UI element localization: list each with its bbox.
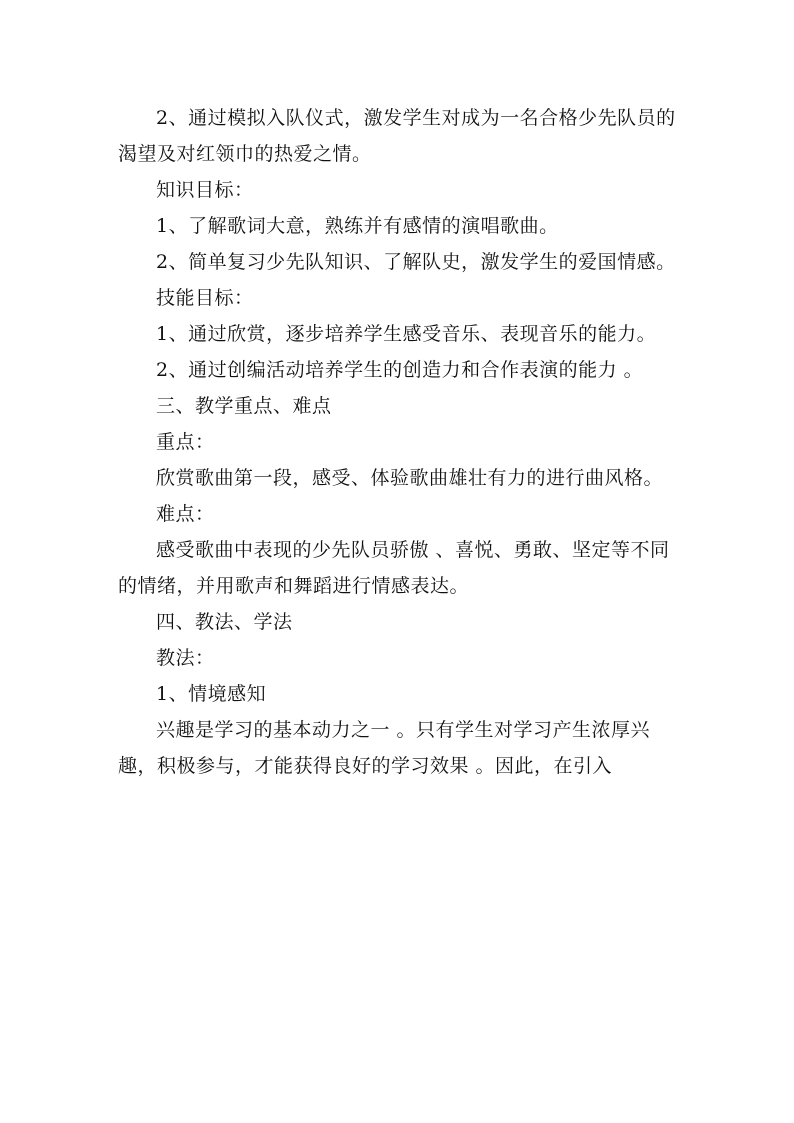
heading-skill-goals: 技能目标： bbox=[156, 287, 254, 309]
paragraph-interest: 兴趣是学习的基本动力之一 。只有学生对学习产生浓厚兴趣，积极参与，才能获得良好的学习效果 。因此，在引入 bbox=[118, 719, 651, 777]
heading-teaching-method: 教法： bbox=[156, 647, 215, 669]
paragraph-skill-2: 2、通过创编活动培养学生的创造力和合作表演的能力 。 bbox=[156, 359, 644, 381]
paragraph-knowledge-1: 1、了解歌词大意，熟练并有感情的演唱歌曲。 bbox=[156, 215, 559, 237]
paragraph-method-1: 1、情境感知 bbox=[156, 683, 267, 705]
heading-difficulty: 难点： bbox=[156, 503, 215, 525]
heading-knowledge-goals: 知识目标： bbox=[156, 179, 254, 201]
paragraph-objective-2: 2、通过模拟入队仪式，激发学生对成为一名合格少先队员的渴望及对红领巾的热爱之情。 bbox=[118, 107, 676, 165]
document-body bbox=[118, 100, 678, 784]
paragraph-skill-1: 1、通过欣赏，逐步培养学生感受音乐、表现音乐的能力。 bbox=[156, 323, 657, 345]
paragraph-difficulty: 感受歌曲中表现的少先队员骄傲 、喜悦、勇敢、坚定等不同的情绪，并用歌声和舞蹈进行情感表达。 bbox=[118, 539, 670, 597]
heading-focus: 重点： bbox=[156, 431, 215, 453]
paragraph-focus: 欣赏歌曲第一段，感受、体验歌曲雄壮有力的进行曲风格。 bbox=[156, 467, 664, 489]
heading-key-points: 三、教学重点、难点 bbox=[156, 395, 332, 417]
heading-methods: 四、教法、学法 bbox=[156, 611, 293, 633]
paragraph-knowledge-2: 2、简单复习少先队知识、了解队史，激发学生的爱国情感。 bbox=[156, 251, 676, 273]
